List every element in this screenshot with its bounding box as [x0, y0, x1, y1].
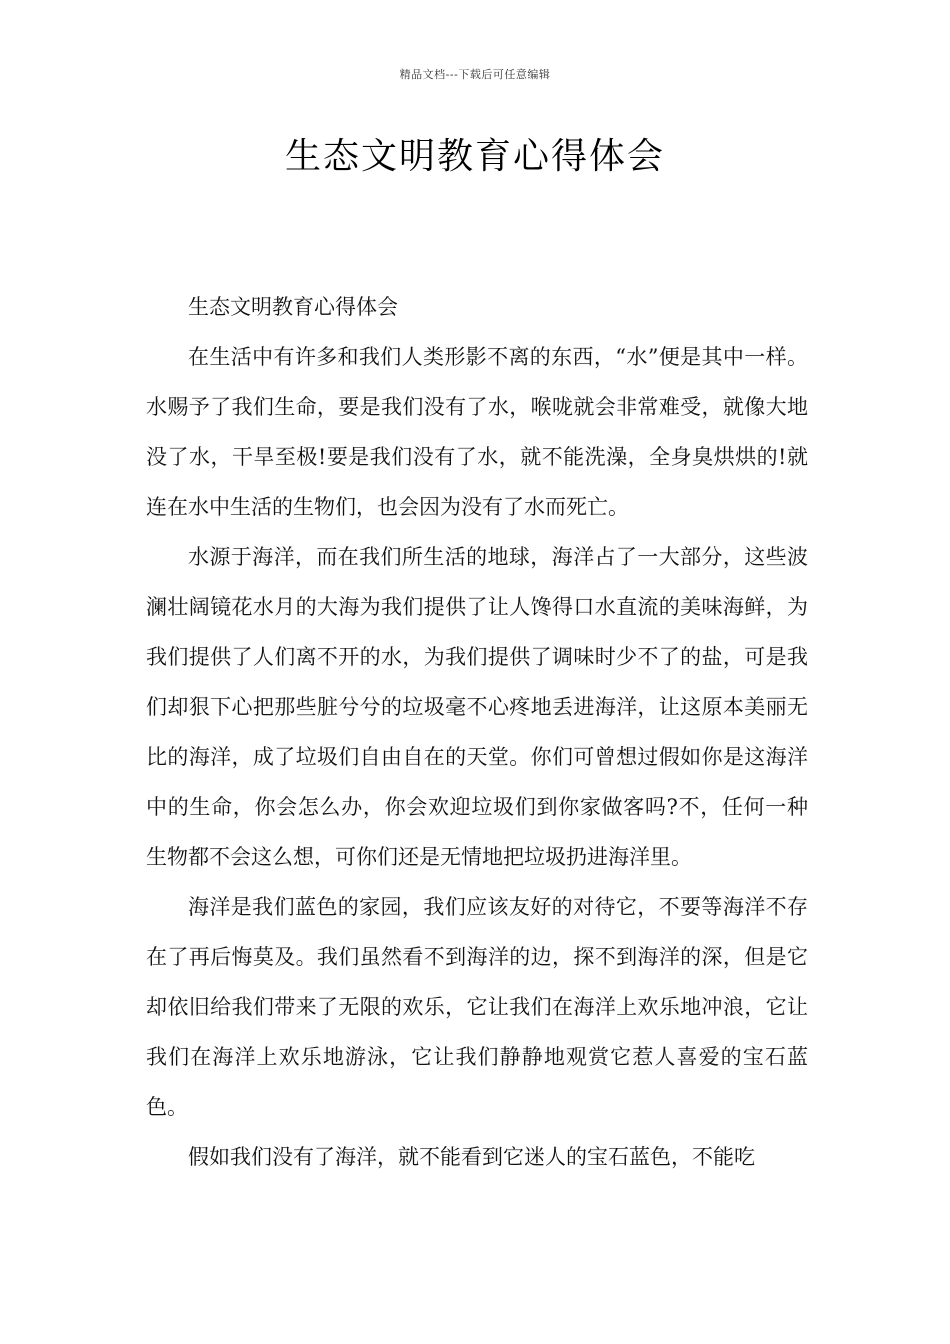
paragraph: 水源于海洋，而在我们所生活的地球，海洋占了一大部分，这些波澜壮阔镜花水月的大海为我们提供了让人馋得口水直流的美味海鲜，为我们提供了人们离不开的水，为我们提供了调味时少不了的盐，可是我们却狠下心把那些脏兮兮的垃圾毫不心疼地丢进海洋，让这原本美丽无比的海洋，成了垃圾们自由自在的天堂。你们可曾想过假如你是这海洋中的生命，你会怎么办，你会欢迎垃圾们到你家做客吗?不，任何一种生物都不会这么想，可你们还是无情地把垃圾扔进海洋里。 — [146, 545, 808, 869]
header-note: 精品文档---下载后可任意编辑 — [399, 68, 551, 81]
paragraph: 在生活中有许多和我们人类形影不离的东西，“水”便是其中一样。水赐予了我们生命，要是我们没有了水，喉咙就会非常难受，就像大地没了水，干旱至极!要是我们没有了水，就不能洗澡，全身臭烘烘的!就连在水中生活的生物们，也会因为没有了水而死亡。 — [146, 345, 808, 519]
document-body — [146, 282, 808, 1182]
paragraph: 海洋是我们蓝色的家园，我们应该友好的对待它，不要等海洋不存在了再后悔莫及。我们虽然看不到海洋的边，探不到海洋的深，但是它却依旧给我们带来了无限的欢乐，它让我们在海洋上欢乐地冲浪，它让我们在海洋上欢乐地游泳，它让我们静静地观赏它惹人喜爱的宝石蓝色。 — [146, 895, 808, 1119]
document-title: 生态文明教育心得体会 — [284, 136, 665, 177]
paragraph: 假如我们没有了海洋，就不能看到它迷人的宝石蓝色，不能吃 — [188, 1145, 755, 1169]
paragraph-subtitle: 生态文明教育心得体会 — [188, 295, 398, 319]
